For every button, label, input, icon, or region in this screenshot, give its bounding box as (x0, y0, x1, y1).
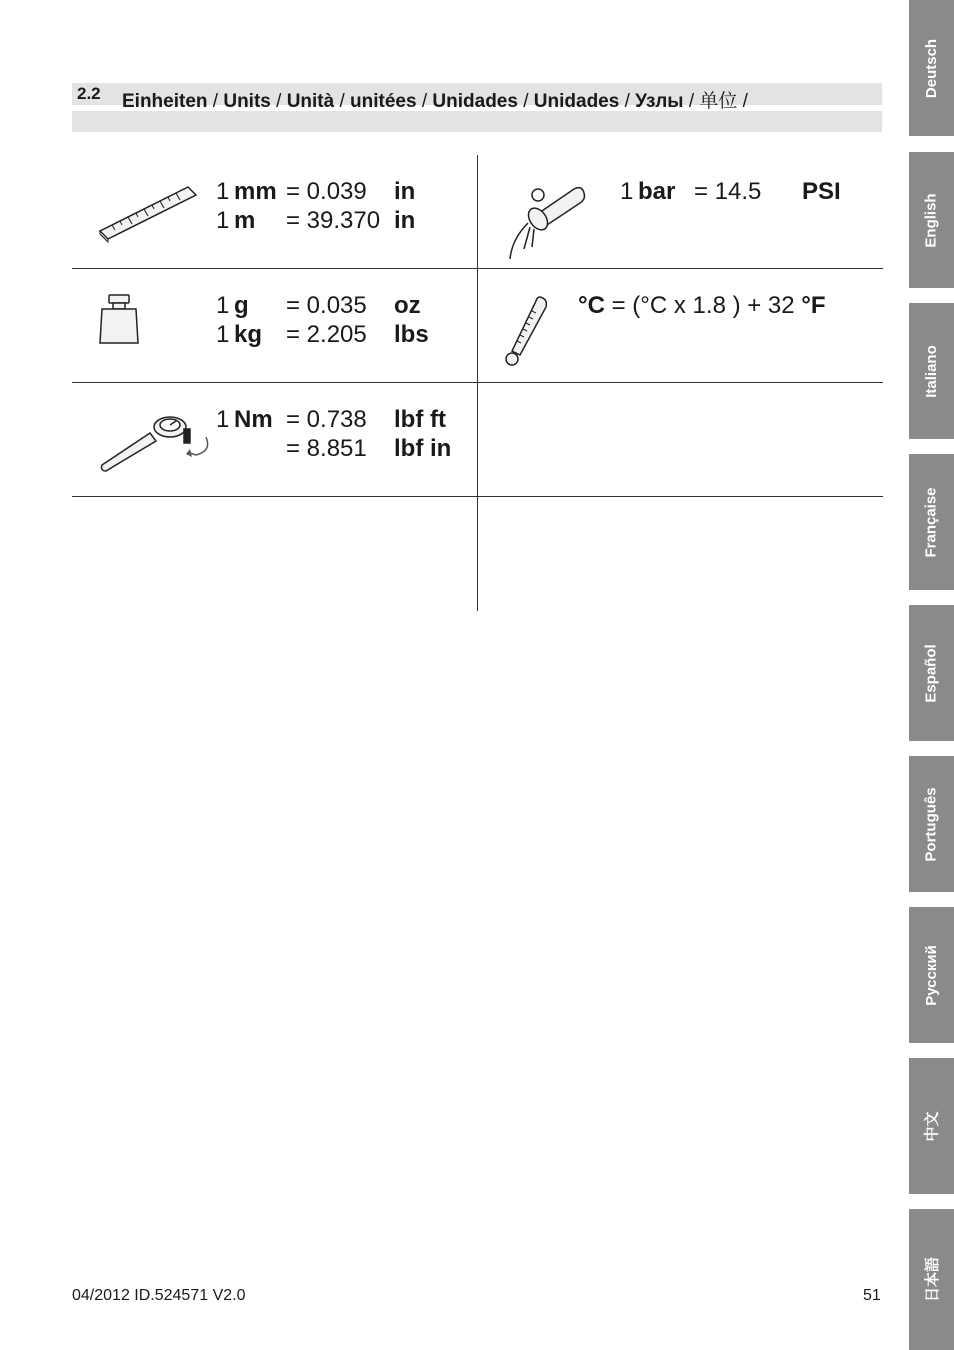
tab-deutsch[interactable]: Deutsch (909, 0, 954, 136)
tab-portugues[interactable]: Português (909, 756, 954, 892)
title-part-de: Einheiten (122, 91, 208, 112)
title-part-zh: 单位 (699, 91, 738, 112)
page-number: 51 (863, 1287, 881, 1304)
title-part-pt: Unidades (533, 91, 620, 112)
cell-mass (72, 269, 477, 382)
cell-pressure (478, 155, 883, 268)
torque-row-in: = 8.851 lbf in (286, 435, 452, 462)
torque-wrench-icon (98, 407, 214, 473)
pressure-gauge-icon (502, 179, 588, 265)
pressure-conversion: 1 bar = 14.5 PSI (620, 178, 841, 205)
tab-japanese[interactable]: 日本語 (909, 1209, 954, 1350)
title-part-es: Unidades (432, 91, 518, 112)
section-title: Einheiten / Units / Unità / unitées / Unidades / Unidades / Узлы / 单位 / (122, 91, 748, 112)
cell-empty-2 (72, 497, 477, 611)
temperature-conversion: °C = (°C x 1.8 ) + 32 °F (578, 292, 826, 319)
mass-row-g: 1 g = 0.035 oz (216, 292, 421, 319)
torque-conversion (216, 405, 451, 463)
ruler-icon (98, 181, 198, 245)
tab-francaise[interactable]: Française (909, 454, 954, 590)
tab-russian[interactable]: Русский (909, 907, 954, 1043)
cell-temperature (478, 269, 883, 382)
section-subheader-bar (72, 111, 882, 132)
tab-english[interactable]: English (909, 152, 954, 288)
mass-conversion (216, 291, 429, 349)
tab-chinese[interactable]: 中文 (909, 1058, 954, 1194)
mass-row-kg: 1 kg = 2.205 lbs (216, 321, 429, 348)
title-part-ru: Узлы (635, 91, 684, 112)
cell-length (72, 155, 477, 268)
length-conversion (216, 177, 415, 235)
tab-italiano[interactable]: Italiano (909, 303, 954, 439)
section-number: 2.2 (77, 84, 101, 103)
title-part-fr: unitées (350, 91, 417, 112)
length-row-m: 1 m = 39.370 in (216, 207, 416, 234)
weight-icon (98, 293, 140, 345)
thermometer-icon (502, 293, 552, 369)
cell-empty-1 (478, 383, 883, 496)
length-row-mm: 1 mm = 0.039 in (216, 178, 416, 205)
tab-espanol[interactable]: Español (909, 605, 954, 741)
torque-row-ft: 1 Nm = 0.738 lbf ft (216, 406, 446, 433)
cell-torque (72, 383, 477, 496)
unit-conversion-table (72, 155, 883, 611)
title-part-en: Units (223, 91, 271, 112)
document-id: 04/2012 ID.524571 V2.0 (72, 1287, 246, 1304)
cell-empty-3 (478, 497, 883, 611)
language-tabs (909, 0, 954, 1350)
title-part-it: Unità (286, 91, 335, 112)
